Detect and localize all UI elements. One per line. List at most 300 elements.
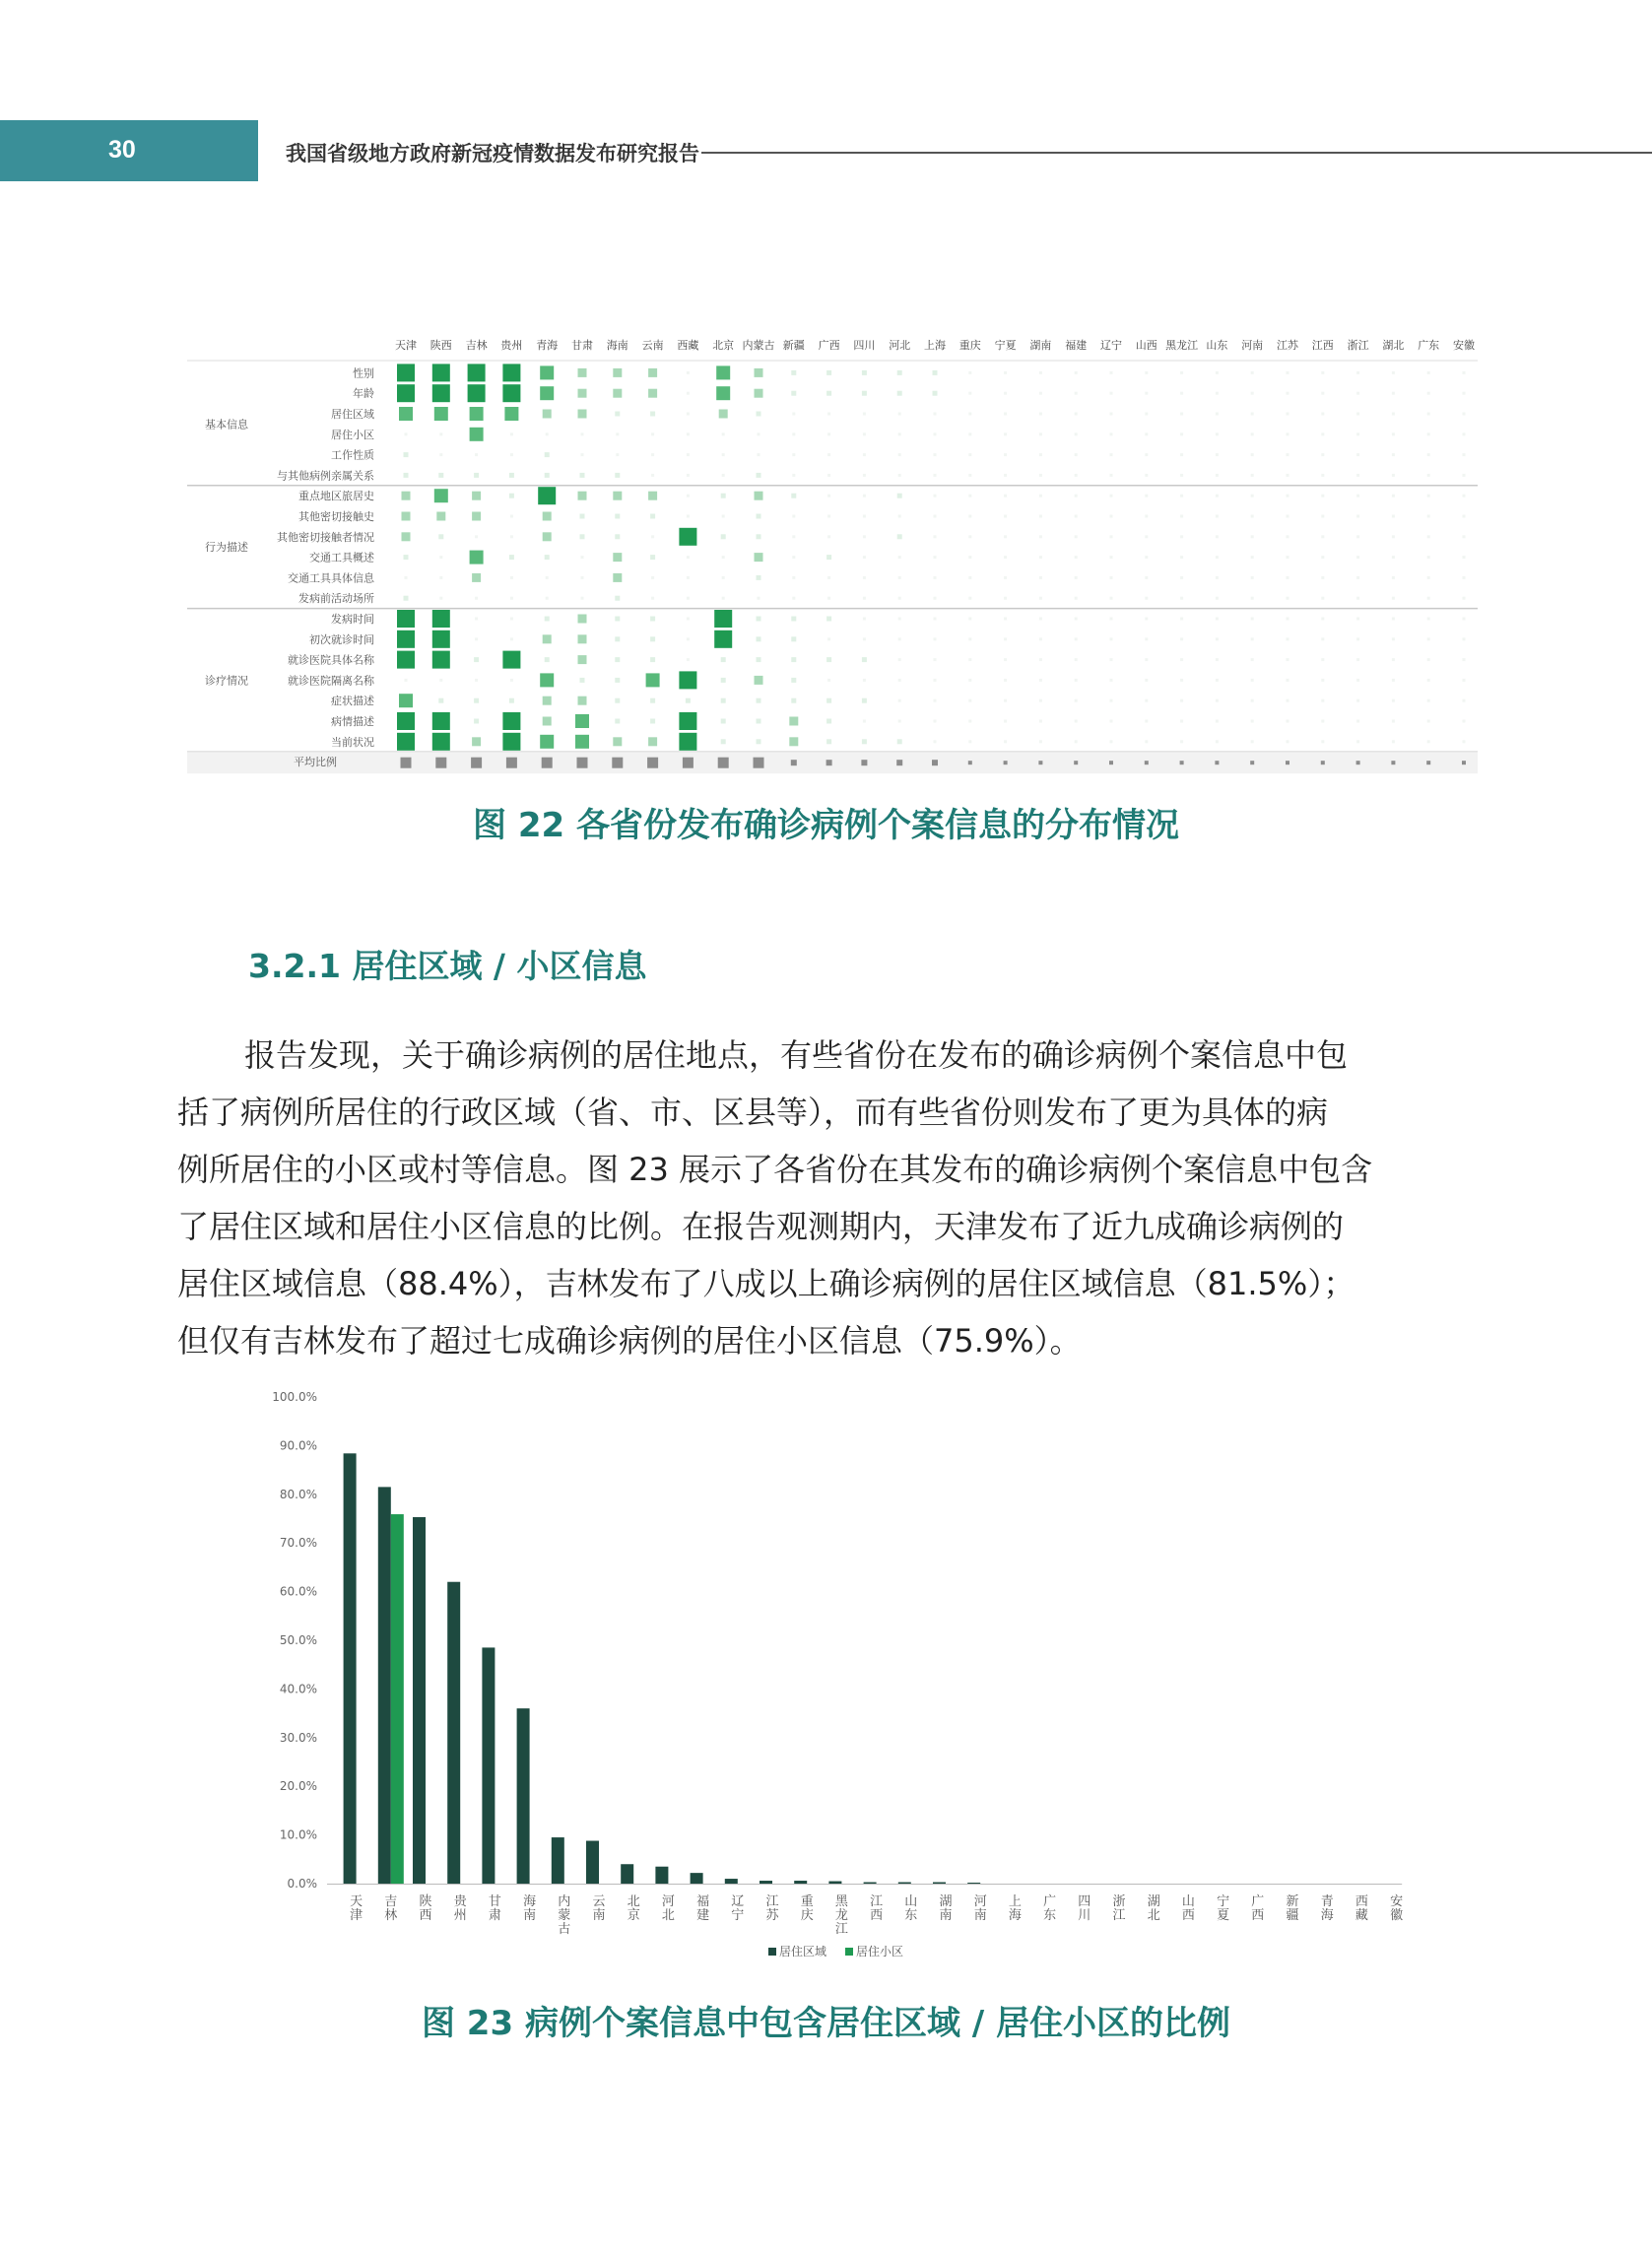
average-cell [401, 758, 412, 768]
matrix-cell [721, 657, 726, 662]
matrix-cell [538, 487, 556, 504]
paragraph-line: 例所居住的小区或村等信息。图 23 展示了各省份在其发布的确诊病例个案信息中包含 [177, 1151, 1373, 1188]
matrix-cell [679, 733, 696, 751]
matrix-cell [1075, 392, 1078, 395]
matrix-cell [397, 712, 415, 730]
matrix-cell [509, 698, 514, 703]
matrix-cell [1321, 556, 1324, 559]
matrix-cell [509, 555, 514, 560]
matrix-cell [791, 370, 796, 375]
matrix-cell [1392, 618, 1395, 621]
matrix-cell [543, 717, 552, 726]
matrix-cell [826, 657, 831, 662]
matrix-cell [439, 597, 442, 600]
matrix-cell [432, 364, 450, 381]
matrix-cell [1039, 474, 1042, 477]
matrix-cell [1427, 740, 1430, 743]
average-cell [1145, 761, 1149, 764]
matrix-cell [1287, 413, 1289, 416]
matrix-cell [934, 679, 937, 682]
province-header-label: 安徽 [1453, 339, 1475, 352]
matrix-cell [502, 651, 520, 669]
matrix-cell [1039, 371, 1042, 374]
province-header-label: 浙江 [1347, 339, 1369, 352]
matrix-cell [1321, 474, 1324, 477]
matrix-cell [1145, 658, 1148, 661]
matrix-cell [1039, 618, 1042, 621]
matrix-cell [898, 576, 901, 579]
matrix-cell [687, 495, 690, 498]
matrix-cell [687, 515, 690, 518]
average-cell [612, 758, 623, 768]
matrix-cell [578, 615, 587, 624]
average-cell [1321, 761, 1325, 764]
matrix-cell [1145, 495, 1148, 498]
matrix-cell [510, 597, 513, 600]
matrix-cell [1463, 392, 1466, 395]
matrix-cell [1463, 453, 1466, 456]
x-tick-label: 河南 [973, 1894, 987, 1923]
x-tick-label: 天津 [350, 1894, 363, 1923]
matrix-cell [687, 597, 690, 600]
matrix-cell [898, 453, 901, 456]
matrix-cell [613, 368, 622, 377]
matrix-cell [475, 637, 478, 640]
average-cell [1180, 761, 1184, 764]
province-header-label: 吉林 [465, 339, 488, 352]
matrix-cell [1180, 556, 1183, 559]
matrix-cell [1039, 699, 1042, 702]
matrix-cell [826, 370, 831, 375]
matrix-cell [1180, 392, 1183, 395]
matrix-cell [898, 413, 901, 416]
bar-residential-community [391, 1514, 404, 1884]
matrix-cell [687, 474, 690, 477]
matrix-cell [1463, 740, 1466, 743]
bar-residential-area [552, 1837, 564, 1884]
matrix-cell [934, 495, 937, 498]
matrix-cell [1427, 699, 1430, 702]
matrix-cell [616, 432, 619, 435]
matrix-cell [650, 719, 655, 724]
matrix-cell [1145, 515, 1148, 518]
matrix-cell [934, 413, 937, 416]
matrix-cell [1463, 413, 1466, 416]
matrix-cell [758, 432, 760, 435]
matrix-cell [1216, 535, 1219, 538]
legend-label: 居住小区 [856, 1945, 904, 1958]
matrix-cell [934, 637, 937, 640]
province-header-label: 山东 [1206, 339, 1228, 352]
matrix-cell [502, 384, 520, 402]
matrix-cell [863, 597, 866, 600]
matrix-cell [1110, 371, 1113, 374]
average-cell [754, 758, 764, 768]
y-tick-label: 90.0% [279, 1438, 317, 1453]
matrix-cell [650, 514, 655, 519]
group-label: 基本信息 [205, 418, 248, 431]
bar-residential-area [447, 1582, 460, 1884]
x-tick-label: 湖南 [939, 1894, 953, 1923]
matrix-cell [934, 556, 937, 559]
matrix-cell [1463, 474, 1466, 477]
matrix-cell [1463, 432, 1466, 435]
matrix-cell [897, 391, 902, 396]
average-cell [1462, 761, 1466, 764]
matrix-cell [863, 618, 866, 621]
bar-residential-area [933, 1883, 946, 1884]
figure-22-matrix [187, 325, 1487, 768]
matrix-cell [1356, 515, 1359, 518]
matrix-cell [436, 512, 445, 521]
matrix-cell [543, 512, 552, 521]
x-tick-label: 山西 [1181, 1894, 1195, 1923]
group-label: 诊疗情况 [205, 674, 248, 688]
average-cell [1109, 761, 1113, 764]
matrix-cell [575, 714, 589, 728]
province-header-label: 广东 [1418, 339, 1440, 352]
matrix-cell [968, 618, 971, 621]
matrix-cell [757, 739, 761, 744]
matrix-cell [1004, 556, 1007, 559]
matrix-cell [438, 473, 443, 478]
x-tick-label: 北京 [627, 1894, 640, 1923]
matrix-cell [432, 651, 450, 669]
matrix-cell [862, 370, 867, 375]
matrix-cell [1321, 576, 1324, 579]
matrix-cell [862, 657, 867, 662]
paragraph-line: 括了病例所居住的行政区域（省、市、区县等），而有些省份则发布了更为具体的病 [177, 1094, 1329, 1131]
matrix-cell [434, 489, 448, 502]
matrix-cell [1321, 515, 1324, 518]
matrix-cell [757, 698, 761, 703]
matrix-cell [397, 733, 415, 751]
matrix-cell [502, 364, 520, 381]
matrix-cell [968, 413, 971, 416]
matrix-cell [679, 712, 696, 730]
body-paragraph [177, 1027, 1497, 1369]
matrix-cell [758, 597, 760, 600]
matrix-cell [897, 494, 902, 498]
matrix-cell [1145, 576, 1148, 579]
paragraph-line: 但仅有吉林发布了超过七成确诊病例的居住小区信息（75.9%）。 [177, 1322, 1082, 1360]
matrix-cell [968, 495, 971, 498]
matrix-cell [1004, 699, 1007, 702]
matrix-cell [615, 719, 620, 724]
matrix-cell [432, 733, 450, 751]
matrix-cell [687, 371, 690, 374]
matrix-cell [968, 474, 971, 477]
matrix-cell [863, 637, 866, 640]
matrix-cell [432, 631, 450, 648]
y-tick-label: 70.0% [279, 1536, 317, 1551]
matrix-cell [1216, 371, 1219, 374]
matrix-cell [1392, 740, 1395, 743]
matrix-cell [1004, 535, 1007, 538]
province-header-label: 湖南 [1029, 339, 1052, 352]
matrix-cell [1075, 740, 1078, 743]
matrix-cell [1427, 515, 1430, 518]
matrix-cell [540, 673, 554, 687]
matrix-cell [1463, 535, 1466, 538]
matrix-cell [1321, 618, 1324, 621]
matrix-cell [543, 532, 552, 541]
matrix-cell [791, 617, 796, 622]
matrix-cell [1427, 535, 1430, 538]
matrix-cell [1392, 637, 1395, 640]
matrix-cell [1075, 679, 1078, 682]
matrix-cell [1427, 371, 1430, 374]
matrix-cell [546, 432, 549, 435]
matrix-cell [934, 720, 937, 723]
matrix-cell [1251, 679, 1254, 682]
bar-residential-area [621, 1864, 633, 1884]
matrix-cell [1039, 637, 1042, 640]
matrix-cell [968, 515, 971, 518]
average-cell [1426, 761, 1430, 764]
matrix-cell [1356, 535, 1359, 538]
bar-residential-area [898, 1883, 911, 1884]
legend-swatch [845, 1948, 853, 1956]
matrix-cell [722, 515, 725, 518]
matrix-cell [789, 717, 798, 726]
matrix-cell [510, 515, 513, 518]
matrix-cell [792, 597, 795, 600]
matrix-cell [1110, 392, 1113, 395]
matrix-cell [1392, 495, 1395, 498]
x-tick-label: 江西 [870, 1894, 884, 1923]
matrix-cell [438, 534, 443, 539]
matrix-cell [650, 698, 655, 703]
matrix-cell [1004, 392, 1007, 395]
matrix-cell [1356, 413, 1359, 416]
matrix-cell [1287, 515, 1289, 518]
average-cell [718, 758, 729, 768]
matrix-cell [1145, 392, 1148, 395]
matrix-cell [1321, 679, 1324, 682]
matrix-cell [968, 699, 971, 702]
matrix-cell [1287, 720, 1289, 723]
matrix-cell [1251, 740, 1254, 743]
matrix-cell [648, 737, 657, 746]
matrix-cell [1287, 576, 1289, 579]
matrix-cell [615, 534, 620, 539]
matrix-cell [1145, 618, 1148, 621]
bar-residential-area [517, 1708, 530, 1884]
matrix-cell [1075, 474, 1078, 477]
x-tick-label: 辽宁 [731, 1894, 745, 1923]
matrix-cell [1251, 699, 1254, 702]
matrix-cell [1427, 432, 1430, 435]
matrix-cell [1039, 740, 1042, 743]
matrix-cell [755, 492, 763, 500]
matrix-cell [1145, 720, 1148, 723]
matrix-cell [1321, 453, 1324, 456]
matrix-cell [1216, 453, 1219, 456]
matrix-cell [1356, 495, 1359, 498]
matrix-cell [1075, 556, 1078, 559]
matrix-cell [1145, 597, 1148, 600]
matrix-cell [934, 658, 937, 661]
matrix-cell [863, 679, 866, 682]
x-tick-label: 河北 [661, 1894, 675, 1923]
matrix-cell [1216, 515, 1219, 518]
y-tick-label: 10.0% [279, 1827, 317, 1842]
x-tick-label: 广东 [1043, 1894, 1057, 1923]
matrix-cell [826, 719, 831, 724]
x-tick-label: 云南 [592, 1894, 606, 1923]
matrix-cell [580, 534, 585, 539]
matrix-cell [1463, 495, 1466, 498]
average-cell [1286, 761, 1289, 764]
matrix-cell [402, 532, 411, 541]
figure-23-caption: 图 23 病例个案信息中包含居住区域 / 居住小区的比例 [421, 2004, 1231, 2043]
matrix-cell [968, 392, 971, 395]
matrix-cell [1216, 720, 1219, 723]
matrix-cell [1004, 618, 1007, 621]
matrix-cell [1004, 495, 1007, 498]
x-tick-label: 江苏 [765, 1894, 779, 1923]
matrix-cell [968, 371, 971, 374]
x-tick-label: 上海 [1008, 1894, 1022, 1923]
matrix-cell [1180, 597, 1183, 600]
matrix-cell [898, 597, 901, 600]
matrix-cell [613, 553, 622, 562]
matrix-cell [475, 453, 478, 456]
matrix-cell [863, 453, 866, 456]
row-label: 重点地区旅居史 [298, 490, 374, 503]
matrix-cell [934, 515, 937, 518]
matrix-cell [651, 474, 654, 477]
average-cell [471, 758, 482, 768]
matrix-cell [470, 428, 484, 441]
matrix-cell [475, 597, 478, 600]
matrix-cell [1392, 371, 1395, 374]
matrix-cell [968, 740, 971, 743]
matrix-cell [1110, 535, 1113, 538]
matrix-cell [755, 389, 763, 398]
matrix-cell [1145, 679, 1148, 682]
matrix-cell [1321, 637, 1324, 640]
matrix-cell [934, 576, 937, 579]
matrix-cell [933, 391, 938, 396]
matrix-cell [826, 698, 831, 703]
matrix-cell [968, 576, 971, 579]
average-cell [861, 760, 867, 765]
x-tick-label: 甘肃 [488, 1894, 501, 1923]
matrix-cell [615, 514, 620, 519]
matrix-cell [1392, 720, 1395, 723]
matrix-cell [1427, 720, 1430, 723]
matrix-cell [1321, 413, 1324, 416]
bar-residential-area [413, 1517, 426, 1884]
matrix-cell [1251, 576, 1254, 579]
matrix-cell [1356, 474, 1359, 477]
average-cell [968, 761, 972, 764]
matrix-cell [1039, 658, 1042, 661]
matrix-cell [714, 631, 732, 648]
matrix-cell [1110, 576, 1113, 579]
matrix-cell [540, 365, 554, 379]
matrix-cell [1251, 556, 1254, 559]
matrix-cell [721, 494, 726, 498]
matrix-cell [898, 474, 901, 477]
matrix-cell [543, 634, 552, 643]
matrix-cell [1110, 495, 1113, 498]
matrix-cell [1356, 740, 1359, 743]
average-cell [1038, 761, 1042, 764]
matrix-cell [1463, 720, 1466, 723]
matrix-cell [757, 636, 761, 641]
province-header-label: 陕西 [430, 339, 452, 352]
matrix-cell [432, 610, 450, 628]
matrix-cell [968, 432, 971, 435]
matrix-cell [615, 617, 620, 622]
matrix-cell [1251, 535, 1254, 538]
matrix-cell [862, 698, 867, 703]
y-tick-label: 50.0% [279, 1633, 317, 1647]
matrix-cell [1145, 413, 1148, 416]
matrix-cell [721, 698, 726, 703]
province-header-label: 海南 [606, 339, 628, 352]
matrix-cell [648, 389, 657, 398]
matrix-cell [1463, 699, 1466, 702]
matrix-cell [402, 512, 411, 521]
average-cell [1356, 761, 1360, 764]
row-label: 居住小区 [331, 428, 374, 441]
matrix-cell [1356, 453, 1359, 456]
matrix-cell [510, 637, 513, 640]
matrix-cell [1356, 597, 1359, 600]
matrix-cell [613, 492, 622, 500]
matrix-cell [1356, 699, 1359, 702]
matrix-cell [1321, 432, 1324, 435]
matrix-cell [722, 556, 725, 559]
x-tick-label: 宁夏 [1217, 1894, 1230, 1923]
province-header-label: 广西 [818, 339, 840, 352]
x-tick-label: 贵州 [453, 1894, 467, 1923]
matrix-cell [1427, 618, 1430, 621]
matrix-cell [792, 535, 795, 538]
matrix-cell [613, 737, 622, 746]
matrix-cell [863, 556, 866, 559]
matrix-cell [1321, 720, 1324, 723]
matrix-cell [792, 556, 795, 559]
y-tick-label: 30.0% [279, 1730, 317, 1745]
matrix-cell [613, 389, 622, 398]
matrix-cell [1075, 618, 1078, 621]
matrix-cell [1321, 597, 1324, 600]
matrix-cell [1004, 720, 1007, 723]
matrix-cell [581, 453, 584, 456]
matrix-cell [472, 737, 481, 746]
matrix-cell [1216, 392, 1219, 395]
matrix-cell [757, 473, 761, 478]
matrix-cell [1110, 720, 1113, 723]
matrix-cell [897, 534, 902, 539]
matrix-cell [1251, 720, 1254, 723]
matrix-cell [1039, 720, 1042, 723]
matrix-cell [934, 453, 937, 456]
province-header-label: 贵州 [500, 339, 523, 352]
matrix-cell [1287, 556, 1289, 559]
matrix-cell [1392, 392, 1395, 395]
matrix-cell [722, 432, 725, 435]
matrix-cell [898, 618, 901, 621]
matrix-cell [1145, 740, 1148, 743]
matrix-cell [1180, 699, 1183, 702]
matrix-cell [472, 492, 481, 500]
